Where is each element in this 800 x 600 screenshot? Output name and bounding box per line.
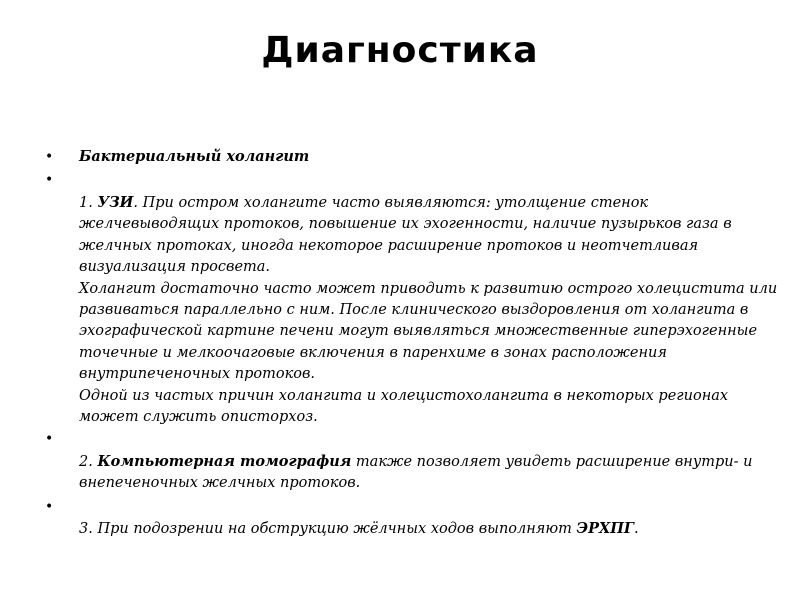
paragraph-line: Холангит достаточно часто может приводить к развитию острого холецистита или (79, 280, 778, 297)
paragraph-line (79, 192, 769, 214)
term-ercp: ЭРХПГ (576, 520, 634, 537)
paragraph-line: визуализация просвета. (79, 259, 271, 276)
line-text: . При остром холангите часто выявляются: утолщение стенок (133, 195, 649, 211)
line-suffix: . (633, 521, 639, 537)
paragraph-line: может служить описторхоз. (79, 409, 318, 426)
paragraph-line (79, 451, 769, 473)
bullet-heading (79, 146, 769, 168)
paragraph-line: желчных протоках, иногда некоторое расширение протоков и неотчетливая (79, 237, 699, 254)
slide-title: Диагностика (261, 30, 539, 71)
ct-paragraph (79, 451, 769, 495)
line-text: также позволяет увидеть расширение внутри- и (351, 454, 753, 470)
ercp-paragraph (79, 518, 769, 540)
term-uzi: УЗИ (97, 194, 134, 211)
paragraph-line (79, 518, 769, 540)
paragraph-line: внепеченочных желчных протоков. (79, 475, 361, 492)
item-number: 2. (79, 454, 98, 470)
bullet-marker: • (45, 149, 54, 165)
bullet-marker: • (45, 499, 54, 515)
bullet-marker: • (45, 172, 54, 188)
item-number: 1. (79, 195, 98, 211)
bullet-marker: • (45, 431, 54, 447)
paragraph-line: желчевыводящих протоков, повышение их эхогенности, наличие пузырьков газа в (79, 216, 732, 233)
heading-text: Бактериальный холангит (79, 148, 310, 165)
paragraph-line: точечные и мелкоочаговые включения в паренхиме в зонах расположения (79, 344, 667, 361)
line-text: 3. При подозрении на обструкцию жёлчных ходов выполняют (79, 521, 577, 537)
term-ct: Компьютерная томография (97, 453, 352, 470)
ultrasound-paragraph (79, 192, 778, 428)
paragraph-line: эхографической картине печени могут выявляться множественные гиперэхогенные (79, 323, 758, 340)
paragraph-line: Одной из частых причин холангита и холецистохолангита в некоторых регионах (79, 387, 729, 404)
paragraph-line: развиваться параллельно с ним. После клинического выздоровления от холангита в (79, 302, 749, 319)
paragraph-line: внутрипеченочных протоков. (79, 366, 316, 383)
